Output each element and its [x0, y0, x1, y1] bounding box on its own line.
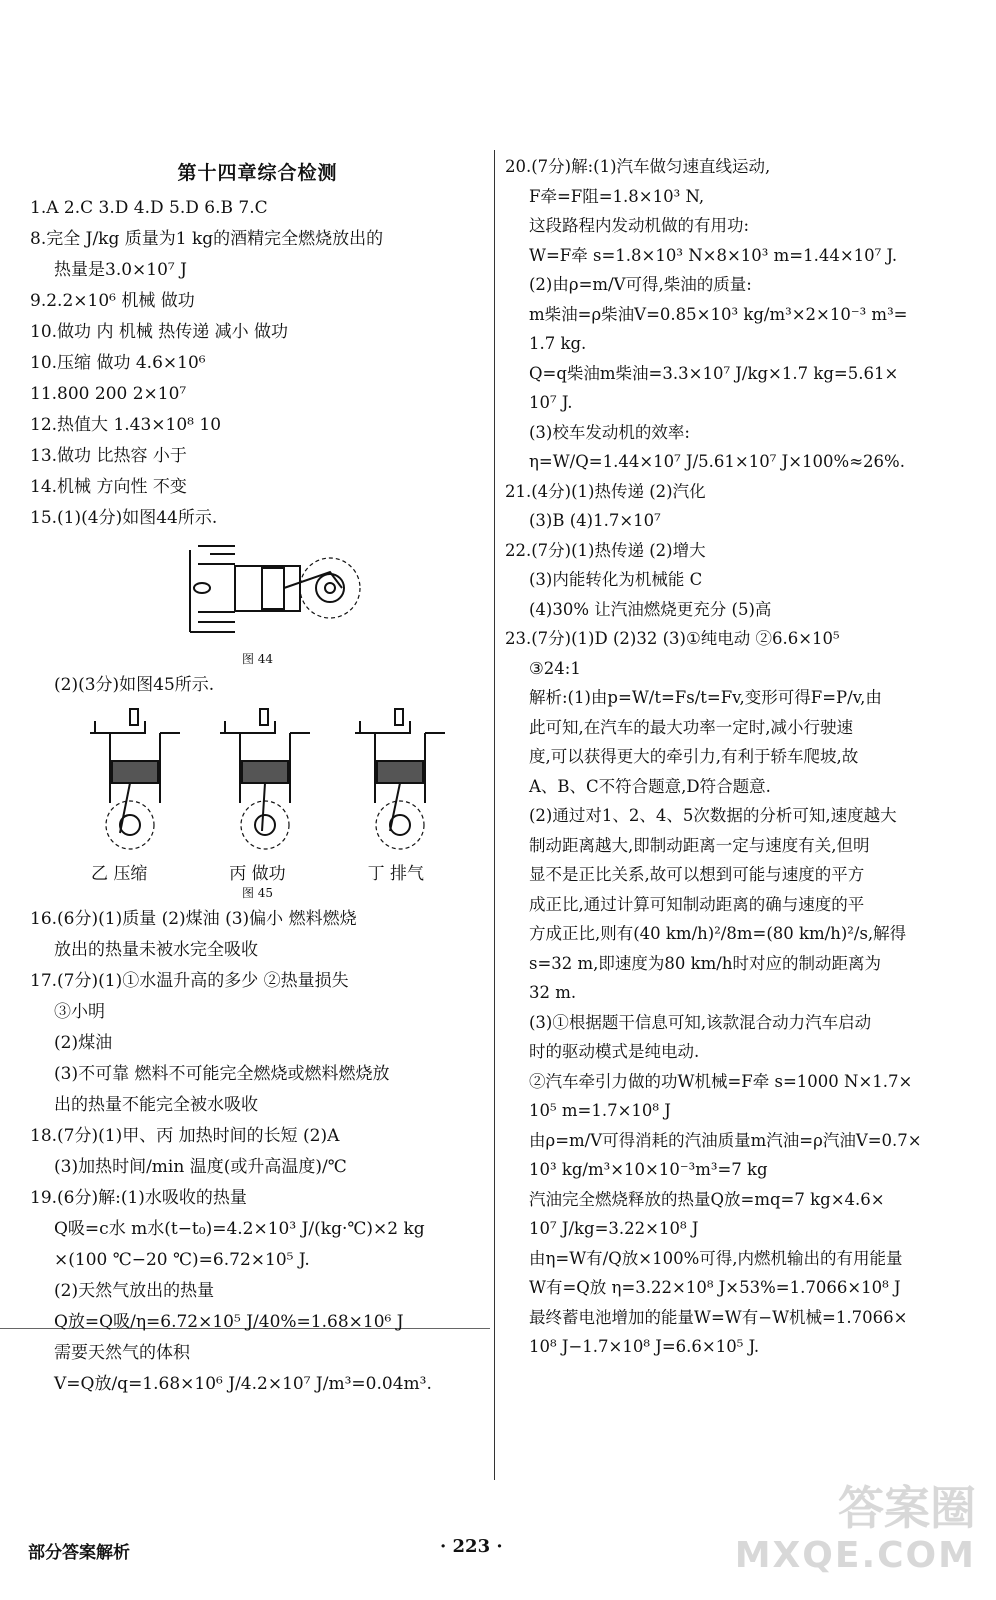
answer-line: (3)不可靠 燃料不可能完全燃烧或燃料燃烧放	[54, 1064, 390, 1084]
answer-line: W=F牵 s=1.8×10³ N×8×10³ m=1.44×10⁷ J.	[529, 245, 898, 265]
analysis-line: 由ρ=m/V可得消耗的汽油质量m汽油=ρ汽油V=0.7×	[529, 1130, 922, 1150]
analysis-line: 汽油完全燃烧释放的热量Q放=mq=7 kg×4.6×	[529, 1189, 885, 1209]
analysis-line: 制动距离越大,即制动距离一定与速度有关,但明	[529, 835, 870, 855]
figure-44	[30, 536, 485, 668]
analysis-line: 最终蓄电池增加的能量W=W有−W机械=1.7066×	[529, 1307, 908, 1327]
footer-section-label: 部分答案解析	[28, 1543, 130, 1563]
analysis-line: 度,可以获得更大的牵引力,有利于轿车爬坡,故	[529, 747, 859, 766]
analysis-line: A、B、C不符合题意,D符合题意.	[529, 776, 771, 796]
analysis-line: 32 m.	[529, 983, 577, 1002]
answer-line: 这段路程内发动机做的有用功:	[529, 216, 750, 235]
analysis-line: 显不是正比关系,故可以想到可能与速度的平方	[529, 865, 865, 884]
watermark-text: 答案圈	[838, 1481, 976, 1535]
answer-line: Q吸=c水 m水(t−t₀)=4.2×10³ J/(kg·℃)×2 kg	[54, 1219, 425, 1239]
answer-line: (3)加热时间/min 温度(或升高温度)/℃	[54, 1157, 347, 1177]
analysis-line: 10⁵ m=1.7×10⁸ J	[529, 1101, 671, 1120]
figure-caption: 图 45	[241, 886, 274, 900]
answer-line: 19.(6分)解:(1)水吸收的热量	[30, 1188, 247, 1208]
answer-line: (2)由ρ=m/V可得,柴油的质量:	[529, 275, 752, 294]
column-divider	[494, 150, 495, 1480]
answer-line: 10⁷ J.	[529, 393, 573, 412]
answer-line: ③小明	[54, 1002, 105, 1022]
answer-line: 16.(6分)(1)质量 (2)煤油 (3)偏小 燃料燃烧	[30, 909, 357, 929]
page-number: · 223 ·	[440, 1536, 503, 1557]
figure-45	[30, 703, 485, 902]
analysis-line: ②汽车牵引力做的功W机械=F牵 s=1000 N×1.7×	[529, 1071, 913, 1091]
analysis-line: 此可知,在汽车的最大功率一定时,减小行驶速	[529, 717, 853, 737]
answer-line: (2)煤油	[54, 1033, 113, 1053]
watermark-logo	[734, 1481, 976, 1580]
answer-line: 1.A 2.C 3.D 4.D 5.D 6.B 7.C	[30, 198, 268, 218]
answer-line: m柴油=ρ柴油V=0.85×10³ kg/m³×2×10⁻³ m³=	[529, 304, 908, 324]
answer-line: 15.(1)(4分)如图44所示.	[30, 508, 218, 528]
answer-line: 10.压缩 做功 4.6×10⁶	[30, 353, 206, 373]
section-title: 第十四章综合检测	[177, 162, 338, 184]
analysis-line: 解析:(1)由p=W/t=Fs/t=Fv,变形可得F=P/v,由	[529, 688, 882, 707]
answer-line: Q=q柴油m柴油=3.3×10⁷ J/kg×1.7 kg=5.61×	[529, 363, 899, 383]
analysis-line: 10⁷ J/kg=3.22×10⁸ J	[529, 1219, 699, 1238]
analysis-line: (3)①根据题干信息可知,该款混合动力汽车启动	[529, 1012, 872, 1032]
analysis-line: 10³ kg/m³×10×10⁻³m³=7 kg	[529, 1160, 768, 1179]
answer-line: 9.2.2×10⁶ 机械 做功	[30, 291, 195, 311]
answer-line: (2)天然气放出的热量	[54, 1281, 215, 1301]
answer-line: ③24:1	[529, 658, 581, 678]
analysis-line: 方成正比,则有(40 km/h)²/8m=(80 km/h)²/s,解得	[529, 924, 907, 943]
answer-line: 需要天然气的体积	[54, 1343, 190, 1363]
answer-line: (4)30% 让汽油燃烧更充分 (5)高	[529, 599, 772, 619]
answer-line: 8.完全 J/kg 质量为1 kg的酒精完全燃烧放出的	[30, 229, 384, 249]
answer-line: 1.7 kg.	[529, 334, 587, 353]
answer-line: F牵=F阻=1.8×10³ N,	[529, 186, 705, 206]
stroke-label: 丙 做功	[229, 864, 286, 884]
answer-line: 22.(7分)(1)热传递 (2)增大	[505, 540, 706, 560]
analysis-line: 由η=W有/Q放×100%可得,内燃机输出的有用能量	[529, 1248, 903, 1268]
right-column	[505, 152, 970, 1362]
answer-line: V=Q放/q=1.68×10⁶ J/4.2×10⁷ J/m³=0.04m³.	[54, 1374, 432, 1394]
analysis-line: 成正比,通过计算可知制动距离的确与速度的平	[529, 894, 865, 914]
answer-line: 17.(7分)(1)①水温升高的多少 ②热量损失	[30, 971, 349, 991]
watermark-domain: MXQE.COM	[734, 1535, 976, 1576]
analysis-line: 10⁸ J−1.7×10⁸ J=6.6×10⁵ J.	[529, 1337, 760, 1356]
answer-line: 放出的热量未被水完全吸收	[54, 940, 258, 960]
answer-line: 12.热值大 1.43×10⁸ 10	[30, 415, 222, 435]
analysis-line: W有=Q放 η=3.22×10⁸ J×53%=1.7066×10⁸ J	[529, 1278, 901, 1297]
answer-line: 23.(7分)(1)D (2)32 (3)①纯电动 ②6.6×10⁵	[505, 629, 840, 648]
stroke-label: 乙 压缩	[90, 864, 148, 884]
answer-line: 11.800 200 2×10⁷	[30, 384, 187, 404]
engine-piston-diagram	[30, 536, 485, 646]
answer-line: (2)(3分)如图45所示.	[54, 675, 215, 695]
answer-line: 20.(7分)解:(1)汽车做匀速直线运动,	[505, 157, 771, 176]
analysis-line: (2)通过对1、2、4、5次数据的分析可知,速度越大	[529, 806, 897, 825]
stroke-label: 丁 排气	[367, 864, 425, 884]
answer-line: 21.(4分)(1)热传递 (2)汽化	[505, 481, 706, 501]
answer-line: (3)B (4)1.7×10⁷	[529, 511, 661, 530]
answer-line: 热量是3.0×10⁷ J	[54, 260, 187, 280]
answer-line: (3)内能转化为机械能 C	[529, 570, 703, 589]
figure-45-labels	[30, 859, 485, 884]
left-column	[30, 152, 485, 1400]
figure-caption: 图 44	[241, 652, 274, 666]
answer-line: η=W/Q=1.44×10⁷ J/5.61×10⁷ J×100%≈26%.	[529, 452, 905, 471]
analysis-line: 时的驱动模式是纯电动.	[529, 1042, 700, 1061]
answer-line: ×(100 ℃−20 ℃)=6.72×10⁵ J.	[54, 1250, 310, 1270]
answer-line: 14.机械 方向性 不变	[30, 477, 187, 497]
answer-line: 13.做功 比热容 小于	[30, 446, 187, 466]
answer-line: 18.(7分)(1)甲、丙 加热时间的长短 (2)A	[30, 1126, 340, 1146]
analysis-line: s=32 m,即速度为80 km/h时对应的制动距离为	[529, 953, 881, 973]
answer-line: (3)校车发动机的效率:	[529, 422, 690, 442]
engine-strokes-diagram	[30, 703, 485, 853]
answer-line: Q放=Q吸/η=6.72×10⁵ J/40%=1.68×10⁶ J	[54, 1312, 404, 1332]
answer-line: 10.做功 内 机械 热传递 减小 做功	[30, 322, 289, 342]
answer-line: 出的热量不能完全被水吸收	[54, 1095, 258, 1115]
